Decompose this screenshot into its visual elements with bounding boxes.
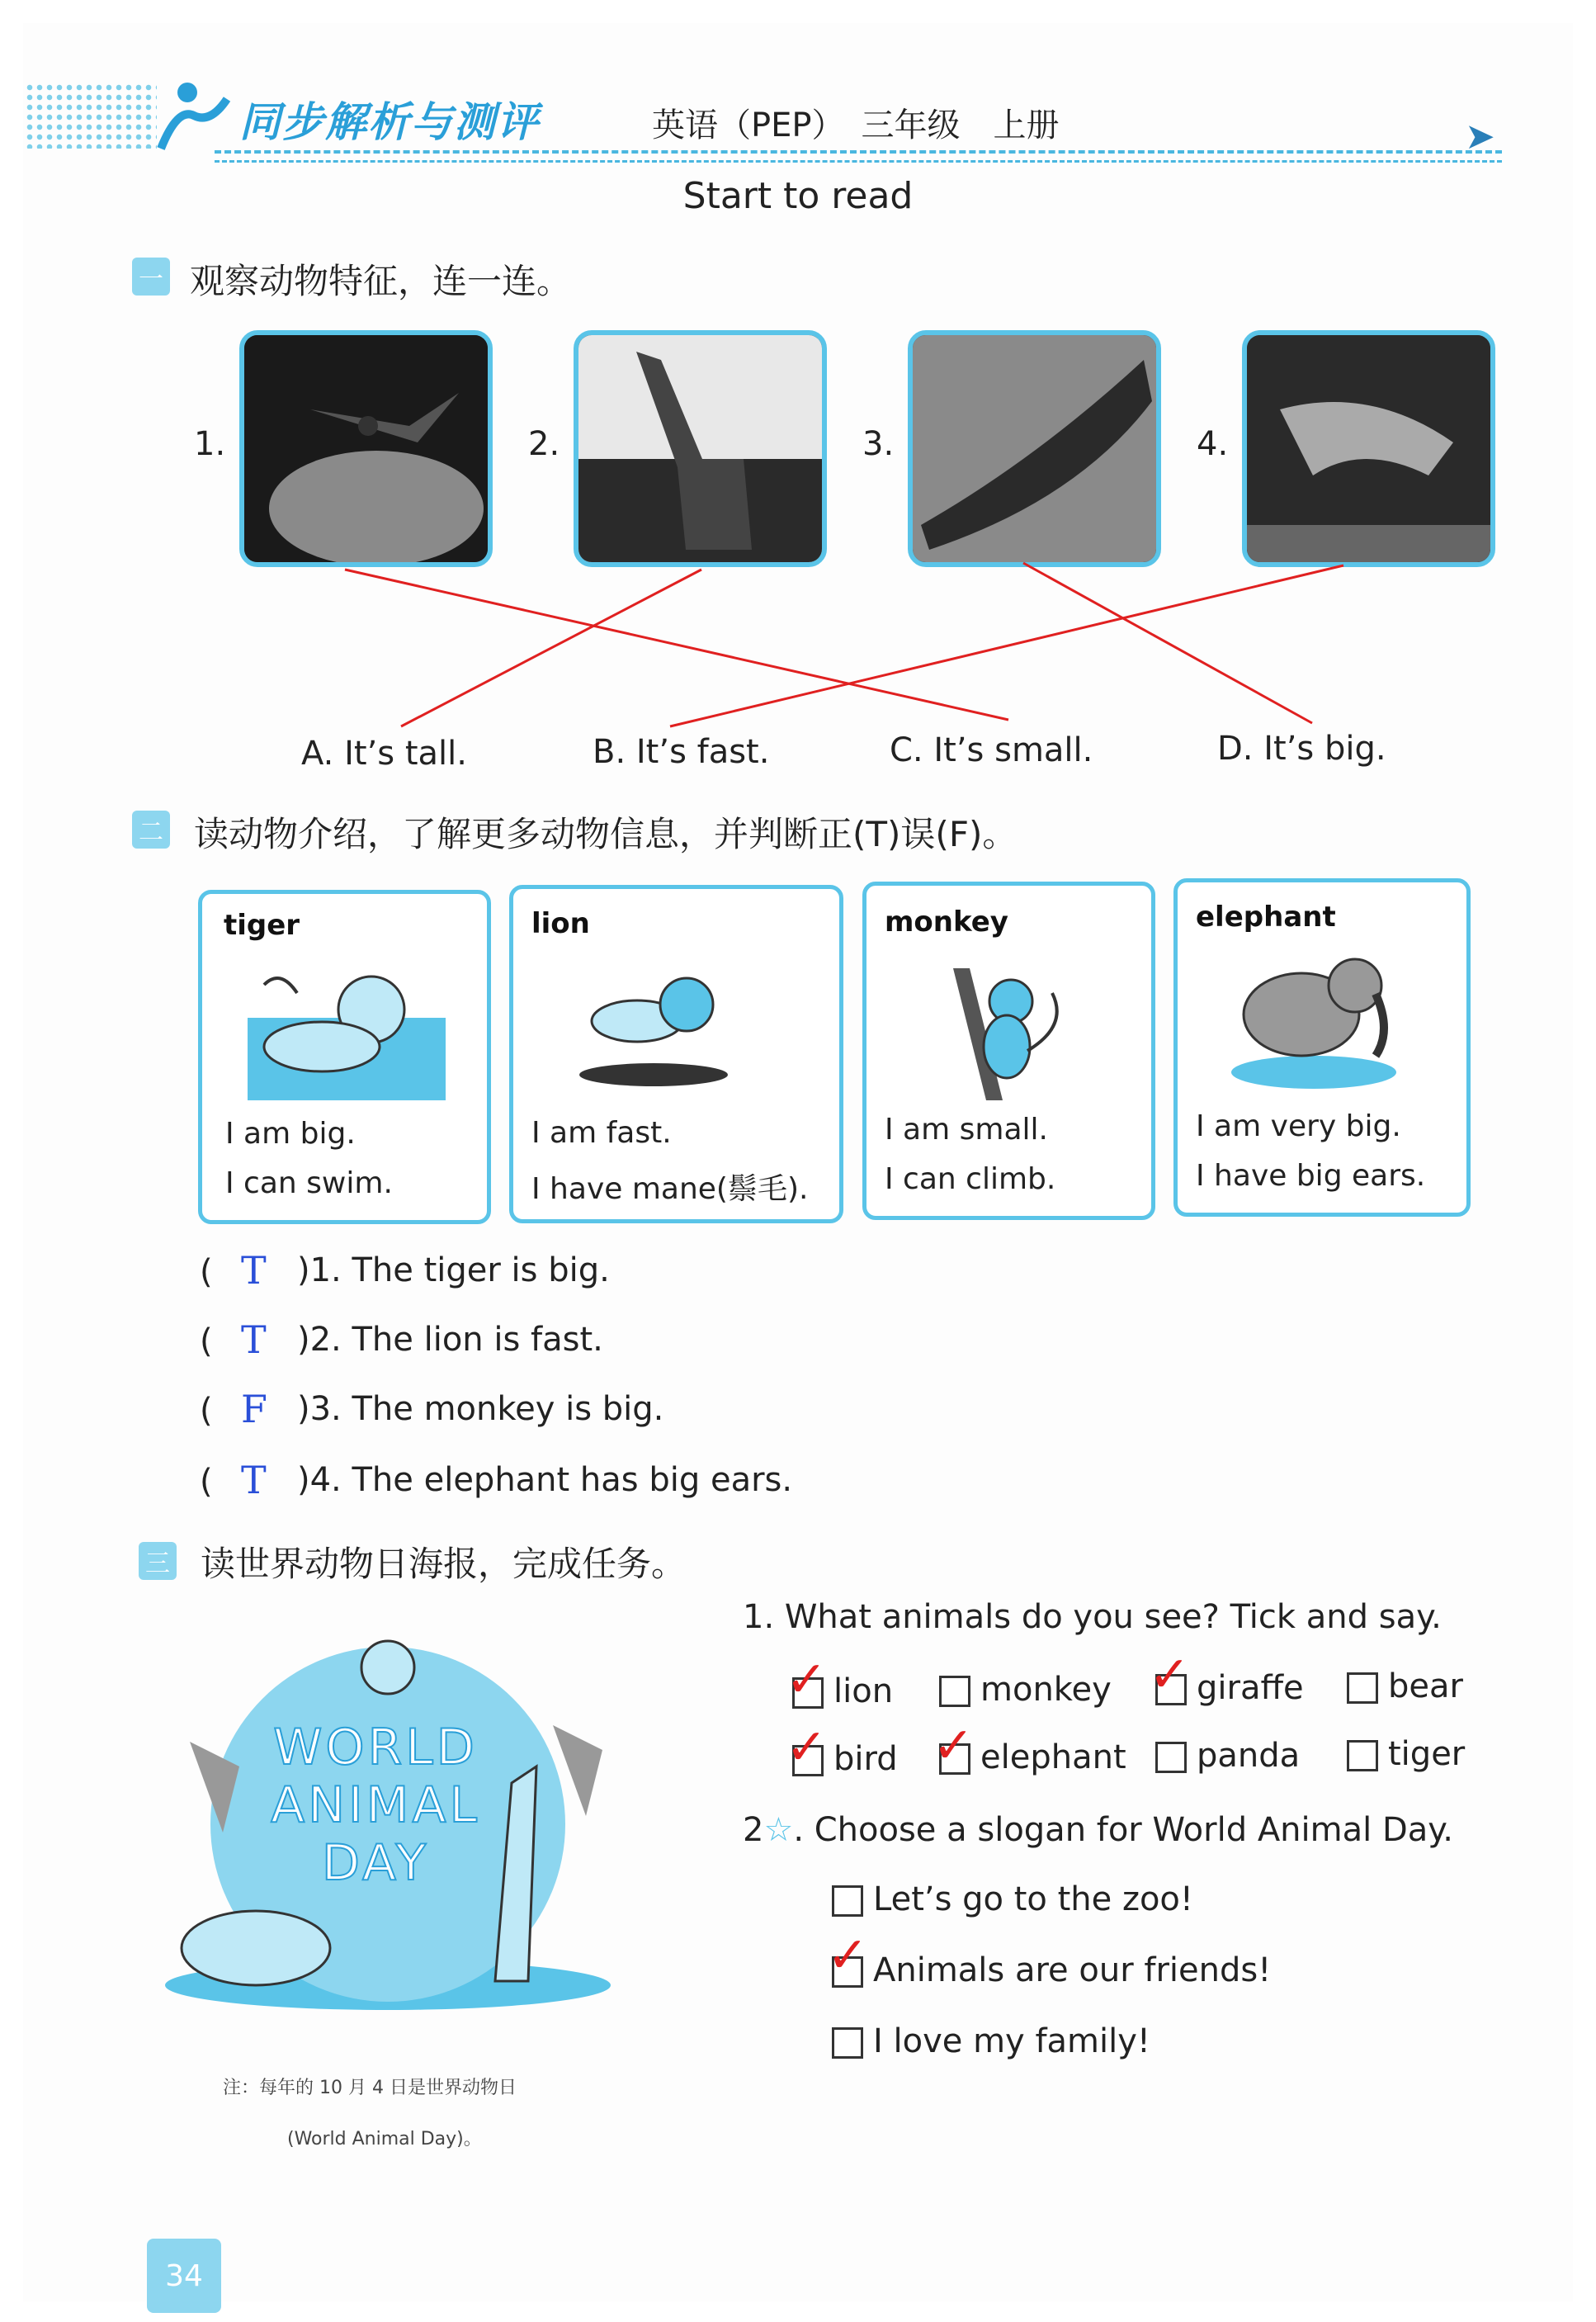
- card-name: monkey: [885, 906, 1008, 939]
- checkbox-label: monkey: [980, 1671, 1112, 1709]
- poster-line-3: DAY: [321, 1834, 430, 1892]
- checkbox-box[interactable]: [939, 1676, 970, 1707]
- question-1: 1. What animals do you see? Tick and say.: [743, 1598, 1442, 1636]
- card-line-2: I can climb.: [885, 1162, 1056, 1196]
- slogan-label: I love my family!: [873, 2022, 1150, 2060]
- slogan-label: Let’s go to the zoo!: [873, 1880, 1193, 1918]
- tick-icon: ✓: [786, 1651, 828, 1709]
- tick-icon: ✓: [1149, 1646, 1191, 1704]
- card-name: tiger: [224, 909, 300, 942]
- section-3-marker: 三: [139, 1542, 177, 1580]
- judge-statement-3: )3. The monkey is big.: [297, 1390, 664, 1428]
- card-line-2: I have big ears.: [1196, 1159, 1426, 1193]
- animal-card-monkey: [862, 882, 1155, 1220]
- star-icon: ☆: [763, 1811, 794, 1849]
- monkey-icon: [928, 960, 1077, 1100]
- checkbox-label: elephant: [980, 1738, 1126, 1776]
- judge-answer-3[interactable]: F: [241, 1387, 267, 1431]
- card-name: lion: [531, 907, 590, 940]
- elephant-icon: [1215, 940, 1413, 1097]
- slogan-option-2[interactable]: [832, 1951, 1271, 1989]
- poster-line-1: WORLD: [273, 1719, 478, 1776]
- judge-open-paren: (: [200, 1253, 213, 1291]
- checkbox-label: bird: [833, 1740, 898, 1778]
- photo-1-number: 1.: [194, 425, 226, 463]
- card-line-2: I can swim.: [225, 1166, 393, 1200]
- animal-card-elephant: [1173, 878, 1471, 1217]
- match-lines: [0, 0, 1596, 784]
- option-b: B. It’s fast.: [593, 733, 770, 771]
- option-d: D. It’s big.: [1217, 730, 1386, 768]
- poster-note-2: (World Animal Day)。: [287, 2129, 482, 2149]
- animal-card-lion: [509, 885, 843, 1223]
- judge-open-paren: (: [200, 1392, 213, 1430]
- checkbox-monkey[interactable]: [939, 1671, 1112, 1709]
- section-2-marker: 二: [132, 811, 170, 849]
- card-line-1: I am small.: [885, 1113, 1048, 1147]
- paper-plane-icon: ➤: [1465, 116, 1495, 158]
- lion-icon: [571, 972, 736, 1087]
- tiger-icon: [248, 968, 446, 1100]
- brand-title: 同步解析与测评: [239, 98, 540, 146]
- option-a: A. It’s tall.: [301, 735, 467, 773]
- checkbox-label: tiger: [1388, 1735, 1466, 1773]
- card-line-1: I am big.: [225, 1117, 356, 1151]
- poster-note-1: 注：每年的 10 月 4 日是世界动物日: [223, 2078, 517, 2098]
- tick-icon: ✓: [786, 1719, 828, 1776]
- animal-card-tiger: [198, 890, 491, 1224]
- section-2-instruction: 读动物介绍，了解更多动物信息，并判断正(T)误(F)。: [194, 814, 1018, 854]
- page-number: 34: [147, 2239, 221, 2313]
- tick-icon: ✓: [827, 1927, 869, 1984]
- tick-icon: ✓: [933, 1717, 975, 1775]
- poster-line-2: ANIMAL: [271, 1776, 480, 1834]
- card-line-1: I am very big.: [1196, 1109, 1401, 1143]
- checkbox-bear[interactable]: [1347, 1667, 1463, 1705]
- question-2-text: . Choose a slogan for World Animal Day.: [793, 1811, 1453, 1849]
- card-line-2: I have mane(鬃毛).: [531, 1172, 809, 1206]
- judge-open-paren: (: [200, 1463, 213, 1501]
- checkbox-label: panda: [1197, 1737, 1301, 1775]
- section-3-instruction: 读世界动物日海报，完成任务。: [201, 1544, 687, 1584]
- checkbox-box[interactable]: [832, 1885, 863, 1917]
- checkbox-label: lion: [833, 1672, 894, 1710]
- judge-statement-2: )2. The lion is fast.: [297, 1321, 603, 1359]
- checkbox-panda[interactable]: [1155, 1737, 1300, 1775]
- option-c: C. It’s small.: [890, 731, 1093, 769]
- checkbox-box[interactable]: [832, 2027, 863, 2059]
- judge-answer-2[interactable]: T: [241, 1317, 267, 1362]
- checkbox-tiger[interactable]: [1347, 1735, 1465, 1773]
- slogan-option-3[interactable]: [832, 2022, 1150, 2060]
- slogan-option-1[interactable]: [832, 1880, 1193, 1918]
- photo-3-number: 3.: [862, 425, 895, 463]
- section-1-instruction: 观察动物特征，连一连。: [190, 261, 572, 301]
- question-2-number: 2: [743, 1811, 764, 1849]
- judge-answer-1[interactable]: T: [241, 1248, 267, 1293]
- checkbox-box[interactable]: [1155, 1742, 1187, 1773]
- judge-statement-4: )4. The elephant has big ears.: [297, 1461, 793, 1499]
- card-name: elephant: [1196, 901, 1336, 934]
- judge-answer-4[interactable]: T: [241, 1458, 267, 1502]
- judge-statement-1: )1. The tiger is big.: [297, 1251, 610, 1289]
- checkbox-label: bear: [1388, 1667, 1463, 1705]
- checkbox-label: giraffe: [1197, 1669, 1304, 1707]
- card-line-1: I am fast.: [531, 1116, 672, 1150]
- section-1-marker: 一: [132, 258, 170, 296]
- page-title: Start to read: [682, 175, 914, 217]
- photo-4-number: 4.: [1197, 425, 1229, 463]
- judge-open-paren: (: [200, 1322, 213, 1360]
- photo-2-number: 2.: [528, 425, 560, 463]
- question-2: [743, 1811, 1453, 1849]
- subject-title: 英语（PEP） 三年级 上册: [652, 106, 1060, 144]
- checkbox-box[interactable]: [1347, 1740, 1378, 1771]
- checkbox-box[interactable]: [1347, 1672, 1378, 1704]
- slogan-label: Animals are our friends!: [873, 1951, 1272, 1989]
